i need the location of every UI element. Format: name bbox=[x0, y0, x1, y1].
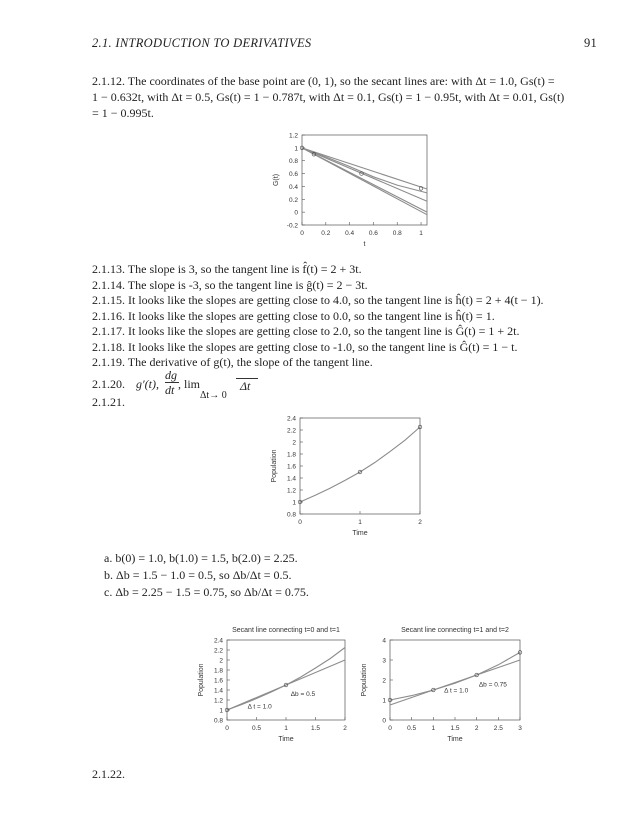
y-tick-label: 1 bbox=[292, 499, 296, 507]
chart-annotation: Δ t = 1.0 bbox=[247, 703, 272, 711]
exercise-2-1-21-label: 2.1.21. bbox=[92, 395, 125, 409]
plot-frame bbox=[390, 640, 520, 720]
answer-line: 2.1.19. The derivative of g(t), the slope of the tangent line. bbox=[92, 355, 373, 369]
y-tick-label: 1.2 bbox=[213, 697, 223, 705]
x-axis-label: Time bbox=[278, 736, 294, 743]
x-tick-label: 0.2 bbox=[321, 230, 331, 237]
chart-title: Secant line connecting t=1 and t=2 bbox=[401, 627, 509, 634]
fraction-denominator: dt bbox=[165, 383, 175, 397]
series-line bbox=[227, 648, 345, 711]
x-tick-label: 0.6 bbox=[368, 230, 378, 237]
answer-line: 2.1.14. The slope is -3, so the tangent line is ĝ(t) = 2 − 3t. bbox=[92, 277, 368, 292]
y-tick-label: 0.8 bbox=[286, 511, 296, 519]
x-tick-label: 2 bbox=[343, 725, 347, 732]
y-tick-label: 1.6 bbox=[286, 463, 296, 471]
y-tick-label: 0 bbox=[294, 209, 298, 217]
exercise-text-line: 1 − 0.632t, with Δt = 0.5, Gs(t) = 1 − 0.787t, with Δt = 0.1, Gs(t) = 1 − 0.95t, with Δt = 0.01, Gs(t) bbox=[92, 90, 565, 104]
secant-chart-t1-t2 bbox=[360, 618, 535, 748]
chart-annotation: Δ t = 1.0 bbox=[444, 687, 469, 695]
y-tick-label: 1 bbox=[294, 145, 298, 153]
x-tick-label: 0.8 bbox=[392, 230, 402, 237]
x-tick-label: 2 bbox=[418, 519, 422, 526]
y-tick-label: 1.8 bbox=[213, 667, 223, 675]
x-tick-label: 0 bbox=[298, 519, 302, 526]
answer-line: 2.1.18. It looks like the slopes are getting close to -1.0, so the tangent line is Ĝ(t) = 1 − t. bbox=[92, 339, 518, 354]
y-tick-label: -0.2 bbox=[286, 222, 298, 230]
x-tick-label: 0 bbox=[300, 230, 304, 237]
y-tick-label: 3 bbox=[382, 657, 386, 665]
y-axis-label: Population bbox=[198, 663, 205, 697]
plot-frame bbox=[300, 418, 420, 514]
y-tick-label: 1.2 bbox=[288, 132, 298, 140]
x-tick-label: 1.5 bbox=[310, 725, 321, 732]
series-line bbox=[302, 148, 427, 201]
series-line bbox=[302, 148, 427, 215]
exercise-text-line: = 1 − 0.995t. bbox=[92, 106, 154, 120]
chart-annotation: Δb = 0.5 bbox=[290, 691, 316, 698]
x-axis-label: t bbox=[363, 241, 366, 248]
answer-line: 2.1.13. The slope is 3, so the tangent line is f̂(t) = 2 + 3t. bbox=[92, 262, 362, 276]
answer-line: 2.1.16. It looks like the slopes are getting close to 0.0, so the tangent line is ĥ(t) = 1. bbox=[92, 308, 495, 323]
y-tick-label: 0 bbox=[382, 717, 386, 725]
x-tick-label: 0 bbox=[388, 725, 392, 732]
x-tick-label: 1 bbox=[284, 725, 288, 732]
y-tick-label: 4 bbox=[382, 637, 386, 645]
x-axis-label: Time bbox=[447, 736, 463, 743]
y-tick-label: 2 bbox=[292, 439, 296, 447]
plot-frame bbox=[227, 640, 345, 720]
y-tick-label: 1 bbox=[382, 697, 386, 705]
answer-line: 2.1.15. It looks like the slopes are getting close to 4.0, so the tangent line is ĥ(t) = 2 + 4(t − 1). bbox=[92, 293, 544, 307]
y-tick-label: 1.4 bbox=[213, 687, 223, 695]
exercise-2-1-12 bbox=[92, 73, 592, 121]
y-tick-label: 1.6 bbox=[213, 677, 223, 685]
series-line bbox=[302, 148, 427, 193]
answer-item: c. Δb = 2.25 − 1.5 = 0.75, so Δb/Δt = 0.75. bbox=[104, 585, 309, 599]
y-tick-label: 0.4 bbox=[288, 183, 298, 191]
x-tick-label: 1 bbox=[358, 519, 362, 526]
y-axis-label: G(t) bbox=[273, 173, 280, 187]
y-tick-label: 1.8 bbox=[286, 451, 296, 459]
y-tick-label: 2.4 bbox=[286, 415, 296, 423]
x-tick-label: 1 bbox=[431, 725, 436, 732]
chart-annotation: Δb = 0.75 bbox=[478, 681, 507, 689]
fraction-numerator: dg bbox=[165, 368, 177, 382]
x-axis-label: Time bbox=[352, 530, 368, 537]
y-tick-label: 0.2 bbox=[288, 196, 298, 204]
y-axis-label: Population bbox=[271, 449, 278, 483]
y-axis-label: Population bbox=[361, 663, 368, 697]
derivative-notation: g′(t), bbox=[136, 377, 159, 391]
x-tick-label: 0 bbox=[225, 725, 229, 732]
population-chart bbox=[255, 410, 440, 540]
x-tick-label: 2.5 bbox=[493, 725, 503, 732]
x-tick-label: 1 bbox=[419, 230, 423, 237]
secant-lines-chart bbox=[250, 125, 440, 250]
y-tick-label: 2.2 bbox=[213, 647, 223, 655]
y-tick-label: 0.8 bbox=[288, 158, 298, 166]
exercise-2-1-20-label: 2.1.20. bbox=[92, 377, 125, 391]
x-tick-label: 0.4 bbox=[345, 230, 355, 237]
y-tick-label: 0.8 bbox=[213, 717, 223, 725]
y-tick-label: 1 bbox=[219, 707, 223, 715]
x-tick-label: 2 bbox=[474, 725, 479, 732]
fraction-denominator: Δt bbox=[240, 379, 251, 393]
running-header: 2.1. INTRODUCTION TO DERIVATIVES bbox=[92, 36, 312, 50]
exercise-text-line: 2.1.12. The coordinates of the base point are (0, 1), so the secant lines are: with Δt = 1.0, Gs(t) = bbox=[92, 74, 555, 88]
y-tick-label: 1.4 bbox=[286, 475, 296, 483]
series-line bbox=[227, 660, 345, 710]
limit-operator: , lim bbox=[178, 377, 201, 391]
y-tick-label: 2 bbox=[219, 657, 223, 665]
answers-list bbox=[92, 262, 592, 371]
secant-chart-t0-t1 bbox=[185, 618, 360, 748]
answer-item: a. b(0) = 1.0, b(1.0) = 1.5, b(2.0) = 2.25. bbox=[104, 551, 298, 565]
series-line bbox=[300, 427, 420, 502]
page-number: 91 bbox=[584, 36, 598, 50]
y-tick-label: 2 bbox=[382, 677, 386, 685]
exercise-2-1-22-label: 2.1.22. bbox=[92, 767, 125, 781]
answer-line: 2.1.17. It looks like the slopes are getting close to 2.0, so the tangent line is Ĝ(t) = 1 + 2t. bbox=[92, 324, 520, 338]
limit-subscript: Δt→ 0 bbox=[200, 390, 227, 401]
exercise-2-1-21-answers bbox=[104, 550, 309, 601]
y-tick-label: 2.2 bbox=[286, 427, 296, 435]
y-tick-label: 1.2 bbox=[286, 487, 296, 495]
y-tick-label: 2.4 bbox=[213, 637, 223, 645]
x-tick-label: 0.5 bbox=[251, 725, 262, 732]
series-line bbox=[302, 148, 427, 189]
y-tick-label: 0.6 bbox=[288, 171, 298, 179]
x-tick-label: 3 bbox=[518, 725, 522, 732]
x-tick-label: 0.5 bbox=[407, 725, 417, 732]
answer-item: b. Δb = 1.5 − 1.0 = 0.5, so Δb/Δt = 0.5. bbox=[104, 568, 292, 582]
x-tick-label: 1.5 bbox=[450, 725, 460, 732]
chart-title: Secant line connecting t=0 and t=1 bbox=[232, 627, 340, 634]
